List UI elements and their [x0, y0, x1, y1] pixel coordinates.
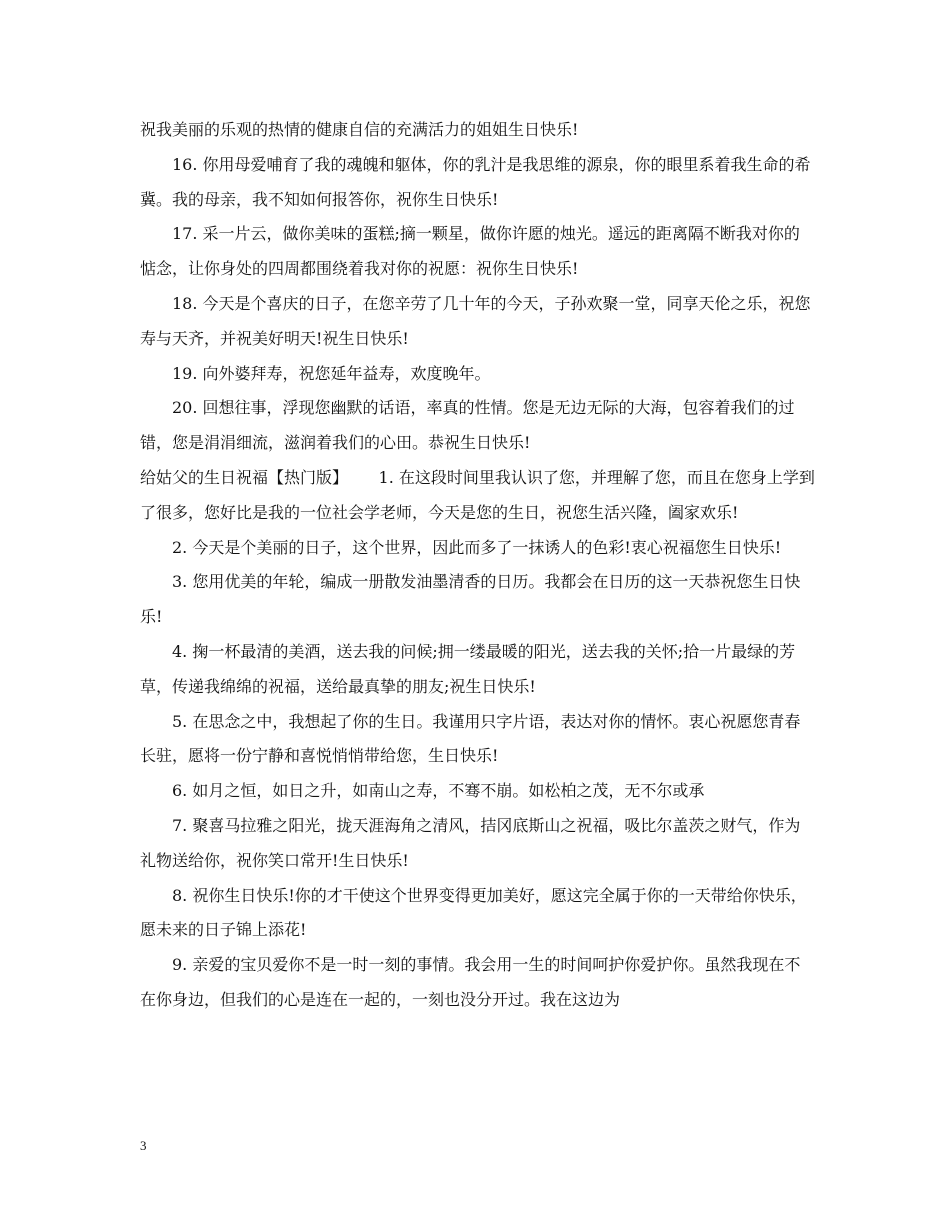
paragraph: 9. 亲爱的宝贝爱你不是一时一刻的事情。我会用一生的时间呵护你爱护你。虽然我现在不在你身边，但我们的心是连在一起的，一刻也没分开过。我在这边为 — [140, 955, 801, 1009]
paragraph: 16. 你用母爱哺育了我的魂魄和躯体，你的乳汁是我思维的源泉，你的眼里系着我生命的希冀。我的母亲，我不知如何报答你，祝你生日快乐! — [140, 154, 811, 209]
section-heading-paragraph: 给姑父的生日祝福【热门版】 1. 在这段时间里我认识了您，并理解了您，而且在您身上学到了很多，您好比是我的一位社会学老师，今天是您的生日，祝您生活兴隆，阖家欢乐! — [140, 467, 815, 522]
paragraph: 3. 您用优美的年轮，编成一册散发油墨清香的日历。我都会在日历的这一天恭祝您生日快乐! — [140, 572, 801, 627]
paragraph: 祝我美丽的乐观的热情的健康自信的充满活力的姐姐生日快乐! — [140, 120, 579, 139]
page-number: 3 — [140, 1138, 147, 1153]
paragraph: 7. 聚喜马拉雅之阳光，拢天涯海角之清风，拮冈底斯山之祝福，吸比尔盖茨之财气，作为礼物送给你，祝你笑口常开!生日快乐! — [140, 815, 801, 870]
paragraph: 20. 回想往事，浮现您幽默的话语，率真的性情。您是无边无际的大海，包容着我们的过错，您是涓涓细流，滋润着我们的心田。恭祝生日快乐! — [140, 398, 795, 453]
paragraph: 4. 掬一杯最清的美酒，送去我的问候;拥一缕最暖的阳光，送去我的关怀;拾一片最绿的芳草，传递我绵绵的祝福，送给最真挚的朋友;祝生日快乐! — [140, 641, 796, 696]
paragraph: 6. 如月之恒，如日之升，如南山之寿，不骞不崩。如松柏之茂，无不尔或承 — [172, 781, 705, 801]
paragraph: 2. 今天是个美丽的日子，这个世界，因此而多了一抹诱人的色彩!衷心祝福您生日快乐! — [172, 537, 782, 557]
paragraph: 5. 在思念之中，我想起了你的生日。我谨用只字片语，表达对你的情怀。衷心祝愿您青春长驻，愿将一份宁静和喜悦悄悄带给您，生日快乐! — [140, 711, 801, 766]
body-text — [140, 113, 815, 1018]
paragraph: 8. 祝你生日快乐!你的才干使这个世界变得更加美好，愿这完全属于你的一天带给你快乐，愿未来的日子锦上添花! — [140, 885, 807, 940]
paragraph: 18. 今天是个喜庆的日子，在您辛劳了几十年的今天，子孙欢聚一堂，同享天伦之乐，祝您寿与天齐，并祝美好明天!祝生日快乐! — [140, 293, 811, 348]
paragraph: 19. 向外婆拜寿，祝您延年益寿，欢度晚年。 — [172, 363, 491, 383]
paragraph: 17. 采一片云，做你美味的蛋糕;摘一颗星，做你许愿的烛光。遥远的距离隔不断我对你的惦念，让你身处的四周都围绕着我对你的祝愿：祝你生日快乐! — [140, 224, 800, 279]
